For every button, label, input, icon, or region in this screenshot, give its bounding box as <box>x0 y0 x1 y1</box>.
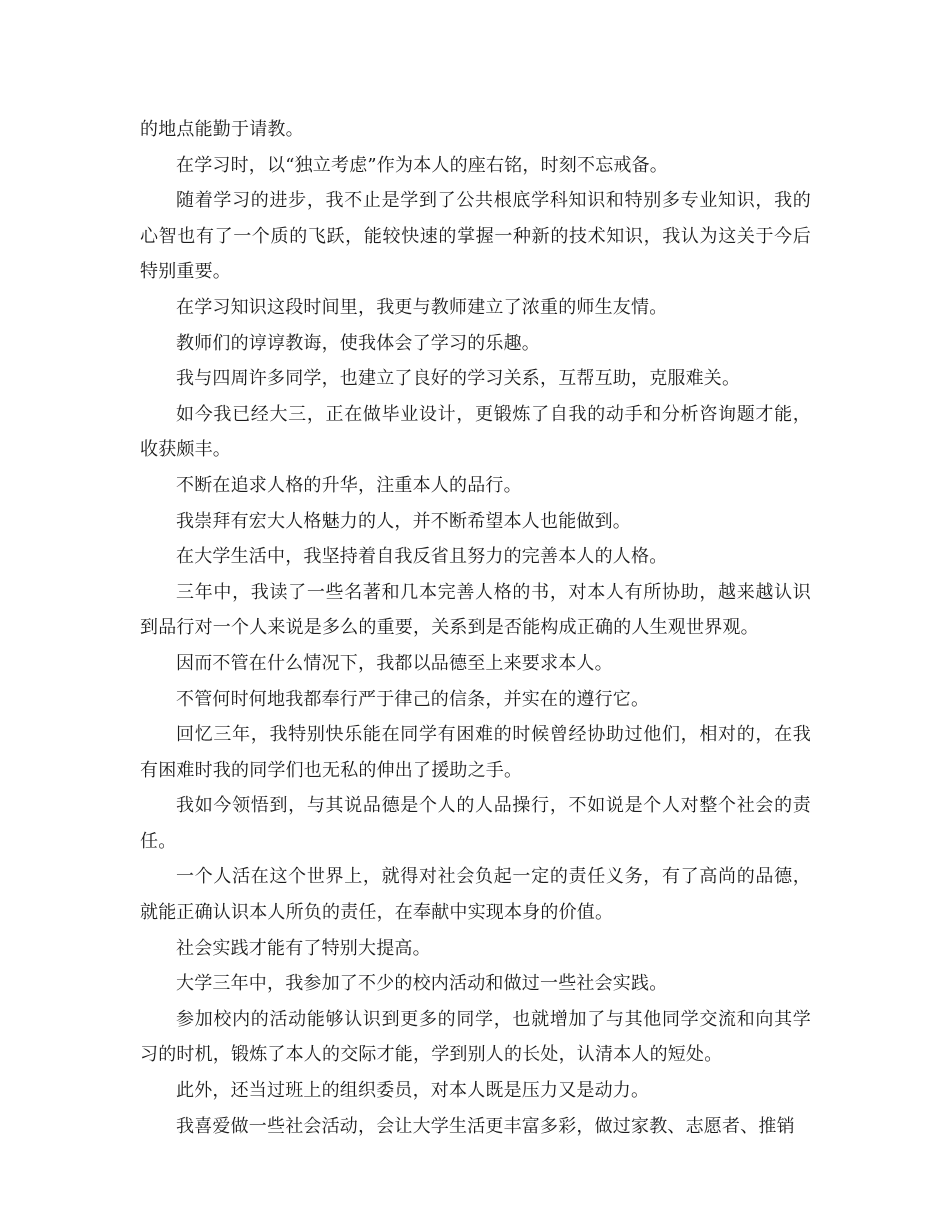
paragraph-2: 随着学习的进步，我不止是学到了公共根底学科知识和特别多专业知识，我的心智也有了一个质的飞跃，能较快速的掌握一种新的技术知识，我认为这关于今后特别重要。 <box>140 190 811 283</box>
paragraph-8: 我崇拜有宏大人格魅力的人，并不断希望本人也能做到。 <box>176 510 631 532</box>
paragraph-20: 我喜爱做一些社会活动，会让大学生活更丰富多彩，做过家教、志愿者、推销 <box>176 1115 795 1137</box>
paragraph-4: 教师们的谆谆教诲，使我体会了学习的乐趣。 <box>176 332 540 354</box>
paragraph-12: 不管何时何地我都奉行严于律己的信条，并实在的遵行它。 <box>176 688 650 710</box>
paragraph-18: 参加校内的活动能够认识到更多的同学，也就增加了与其他同学交流和向其学习的时机，锻炼了本人的交际才能，学到别人的长处，认清本人的短处。 <box>140 1008 811 1066</box>
paragraph-5: 我与四周许多同学，也建立了良好的学习关系，互帮互助，克服难关。 <box>176 368 741 390</box>
paragraph-6: 如今我已经大三，正在做毕业设计，更锻炼了自我的动手和分析咨询题才能，收获颇丰。 <box>140 403 811 461</box>
paragraph-0: 的地点能勤于请教。 <box>140 119 304 140</box>
document-page <box>140 112 811 1144</box>
paragraph-9: 在大学生活中，我坚持着自我反省且努力的完善本人的人格。 <box>176 546 668 568</box>
paragraph-15: 一个人活在这个世界上，就得对社会负起一定的责任义务，有了高尚的品德，就能正确认识本人所负的责任，在奉献中实现本身的价值。 <box>140 866 811 924</box>
paragraph-11: 因而不管在什么情况下，我都以品德至上来要求本人。 <box>176 652 613 674</box>
paragraph-10: 三年中，我读了一些名著和几本完善人格的书，对本人有所协助，越来越认识到品行对一个人来说是多么的重要，关系到是否能构成正确的人生观世界观。 <box>140 581 811 639</box>
paragraph-3: 在学习知识这段时间里，我更与教师建立了浓重的师生友情。 <box>176 296 668 318</box>
paragraph-17: 大学三年中，我参加了不少的校内活动和做过一些社会实践。 <box>176 973 668 995</box>
paragraph-13: 回忆三年，我特别快乐能在同学有困难的时候曾经协助过他们，相对的，在我有困难时我的同学们也无私的伸出了援助之手。 <box>140 724 811 781</box>
paragraph-7: 不断在追求人格的升华，注重本人的品行。 <box>176 474 522 496</box>
paragraph-16: 社会实践才能有了特别大提高。 <box>176 937 431 959</box>
paragraph-14: 我如今领悟到，与其说品德是个人的人品操行，不如说是个人对整个社会的责任。 <box>140 795 811 852</box>
paragraph-19: 此外，还当过班上的组织委员，对本人既是压力又是动力。 <box>176 1080 650 1102</box>
paragraph-1: 在学习时，以“独立考虑”作为本人的座右铭，时刻不忘戒备。 <box>176 154 669 176</box>
